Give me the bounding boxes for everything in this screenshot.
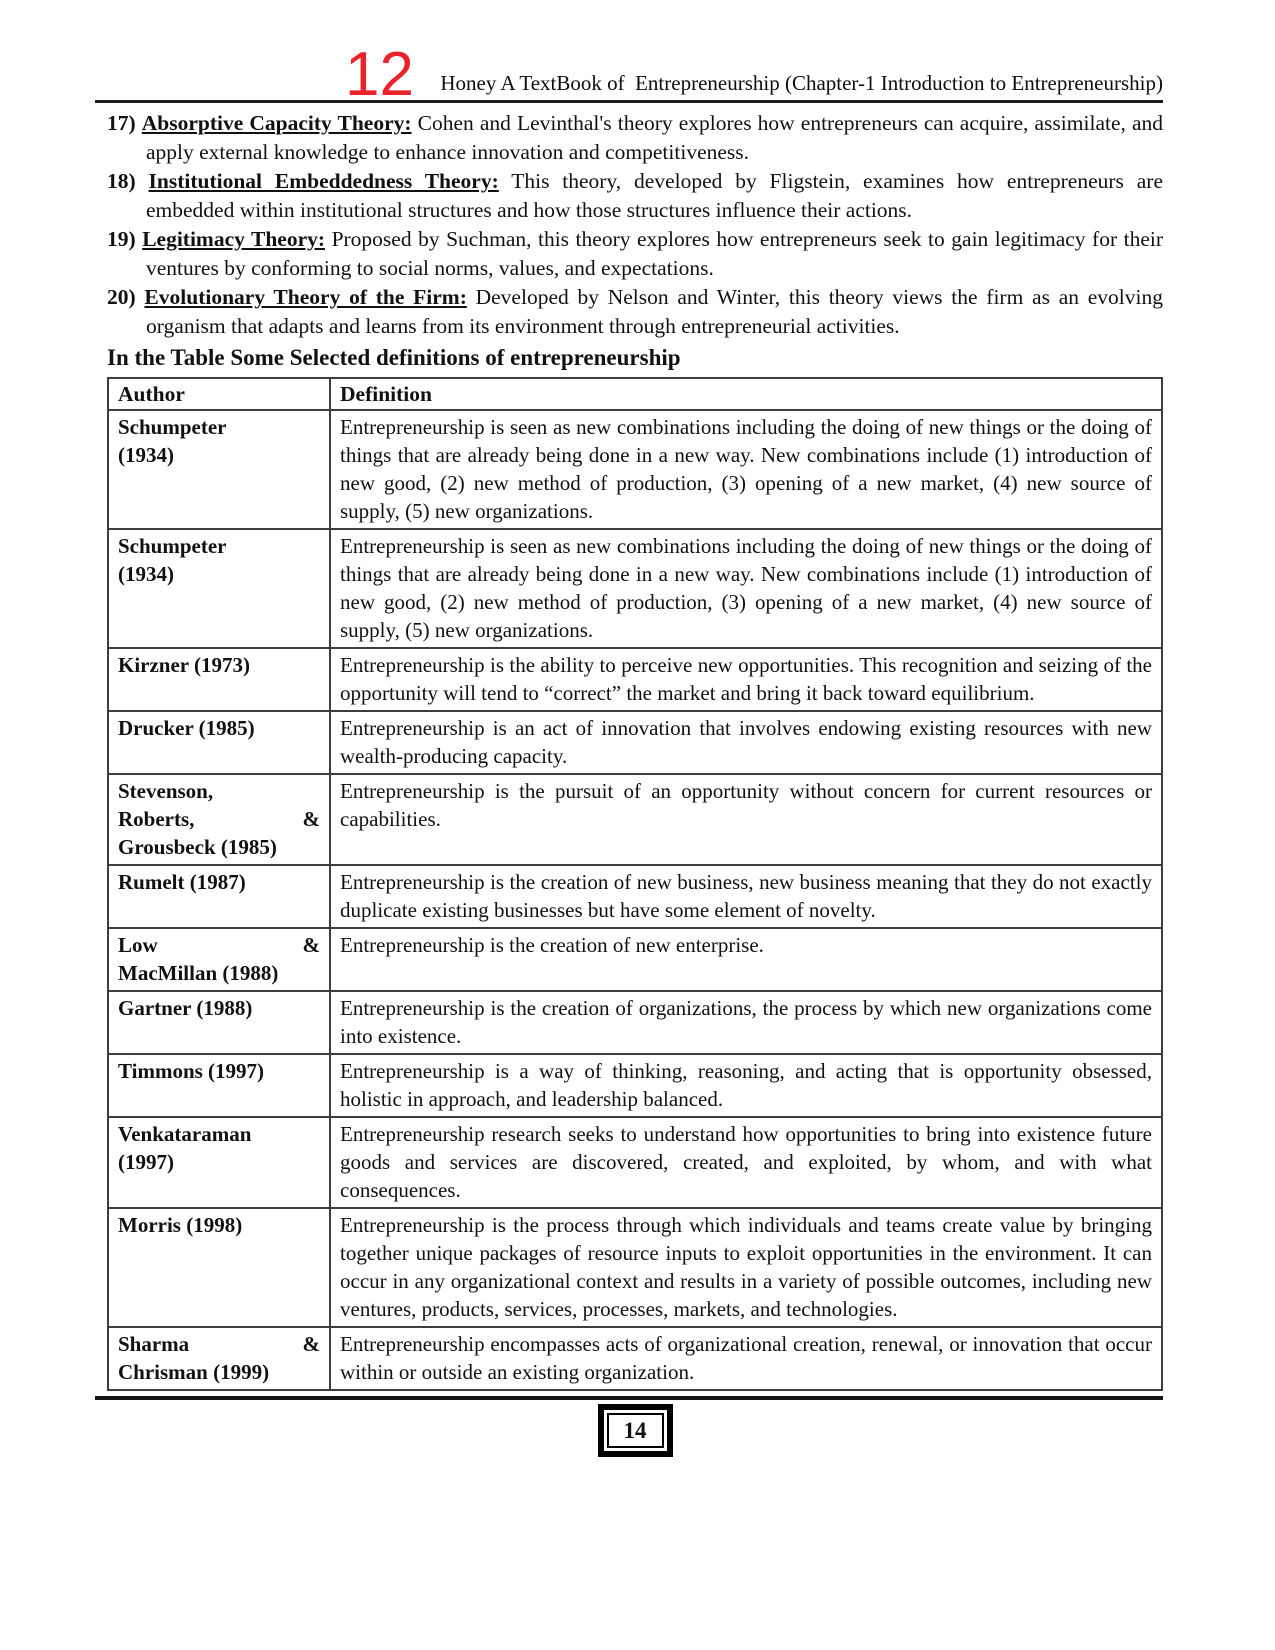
theory-item [107,283,1163,341]
author-cell: Morris (1998) [108,1208,330,1327]
table-row [108,774,1162,865]
theory-text: Proposed by Suchman, this theory explores how entrepreneurs seek to gain legitimacy for their ventures by conforming to social norms, values, and expectations. [146,227,1164,280]
author-cell: Kirzner (1973) [108,648,330,711]
footer-page-number-box [598,1404,673,1457]
book-title: Honey A TextBook of Entrepreneurship (Chapter-1 Introduction to Entrepreneurship) [440,71,1163,95]
definition-cell: Entrepreneurship is the ability to perceive new opportunities. This recognition and seizing of the opportunity will tend to “correct” the market and bring it back toward equilibrium. [330,648,1162,711]
theory-name: Legitimacy Theory: [142,227,326,251]
definition-cell: Entrepreneurship encompasses acts of organizational creation, renewal, or innovation that occur within or outside an existing organization. [330,1327,1162,1390]
author-cell: Schumpeter (1934) [108,410,330,529]
author-cell: Rumelt (1987) [108,865,330,928]
footer-rule [95,1396,1163,1400]
theory-number: 18) [107,169,136,193]
author-cell: Venkataraman (1997) [108,1117,330,1208]
theory-list [107,109,1163,341]
theory-name: Institutional Embeddedness Theory: [148,169,499,193]
definition-cell: Entrepreneurship is seen as new combinations including the doing of new things or the doing of things that are already being done in a new way. New combinations include (1) introduction of new good, (2) new method of production, (3) opening of a new market, (4) new source of supply, (5) new organizations. [330,410,1162,529]
definition-cell: Entrepreneurship is the creation of organizations, the process by which new organizations come into existence. [330,991,1162,1054]
table-row [108,928,1162,991]
page-footer [107,1396,1163,1457]
theory-number: 17) [107,111,136,135]
table-row [108,410,1162,529]
theory-number: 19) [107,227,136,251]
theory-name: Evolutionary Theory of the Firm: [144,285,467,309]
author-column-header: Author [108,378,330,410]
table-row [108,865,1162,928]
theory-item [107,225,1163,283]
table-row [108,1208,1162,1327]
table-row [108,529,1162,648]
theory-name: Absorptive Capacity Theory: [141,111,412,135]
author-cell: Timmons (1997) [108,1054,330,1117]
author-cell: Schumpeter (1934) [108,529,330,648]
theory-item [107,167,1163,225]
author-cell: Stevenson, Roberts, & Grousbeck (1985) [108,774,330,865]
definition-cell: Entrepreneurship is a way of thinking, reasoning, and acting that is opportunity obsessed, holistic in approach, and leadership balanced. [330,1054,1162,1117]
definition-cell: Entrepreneurship is seen as new combinations including the doing of new things or the doing of things that are already being done in a new way. New combinations include (1) introduction of new good, (2) new method of production, (3) opening of a new market, (4) new source of supply, (5) new organizations. [330,529,1162,648]
table-row [108,711,1162,774]
author-cell: Low & MacMillan (1988) [108,928,330,991]
author-cell: Sharma & Chrisman (1999) [108,1327,330,1390]
definition-cell: Entrepreneurship research seeks to understand how opportunities to bring into existence future goods and services are discovered, created, and exploited, by whom, and with what consequences. [330,1117,1162,1208]
theory-item [107,109,1163,167]
table-row [108,1117,1162,1208]
table-row [108,1054,1162,1117]
table-row [108,648,1162,711]
definition-cell: Entrepreneurship is the creation of new enterprise. [330,928,1162,991]
table-header-row [108,378,1162,410]
definition-cell: Entrepreneurship is an act of innovation that involves endowing existing resources with new wealth-producing capacity. [330,711,1162,774]
table-row [108,991,1162,1054]
page-header [107,38,1163,110]
table-heading: In the Table Some Selected definitions of entrepreneurship [107,345,681,370]
definition-column-header: Definition [330,378,1162,410]
footer-page-number: 14 [607,1413,664,1448]
theory-text: This theory, developed by Fligstein, examines how entrepreneurs are embedded within institutional structures and how those structures influence their actions. [146,169,1163,222]
table-row [108,1327,1162,1390]
definition-cell: Entrepreneurship is the process through which individuals and teams create value by bringing together unique packages of resource inputs to exploit opportunities in the environment. It can occur in any organizational context and results in a variety of possible outcomes, including new ventures, products, services, processes, markets, and technologies. [330,1208,1162,1327]
definitions-table [107,377,1163,1391]
theory-text: Developed by Nelson and Winter, this theory views the firm as an evolving organism that adapts and learns from its environment through entrepreneurial activities. [146,285,1163,338]
definition-cell: Entrepreneurship is the pursuit of an opportunity without concern for current resources or capabilities. [330,774,1162,865]
theory-number: 20) [107,285,136,309]
author-cell: Gartner (1988) [108,991,330,1054]
header-page-number: 12 [345,40,414,110]
definition-cell: Entrepreneurship is the creation of new business, new business meaning that they do not exactly duplicate existing businesses but have some element of novelty. [330,865,1162,928]
header-rule [95,100,1163,103]
theory-text: Cohen and Levinthal's theory explores how entrepreneurs can acquire, assimilate, and apply external knowledge to enhance innovation and competitiveness. [146,111,1164,164]
author-cell: Drucker (1985) [108,711,330,774]
